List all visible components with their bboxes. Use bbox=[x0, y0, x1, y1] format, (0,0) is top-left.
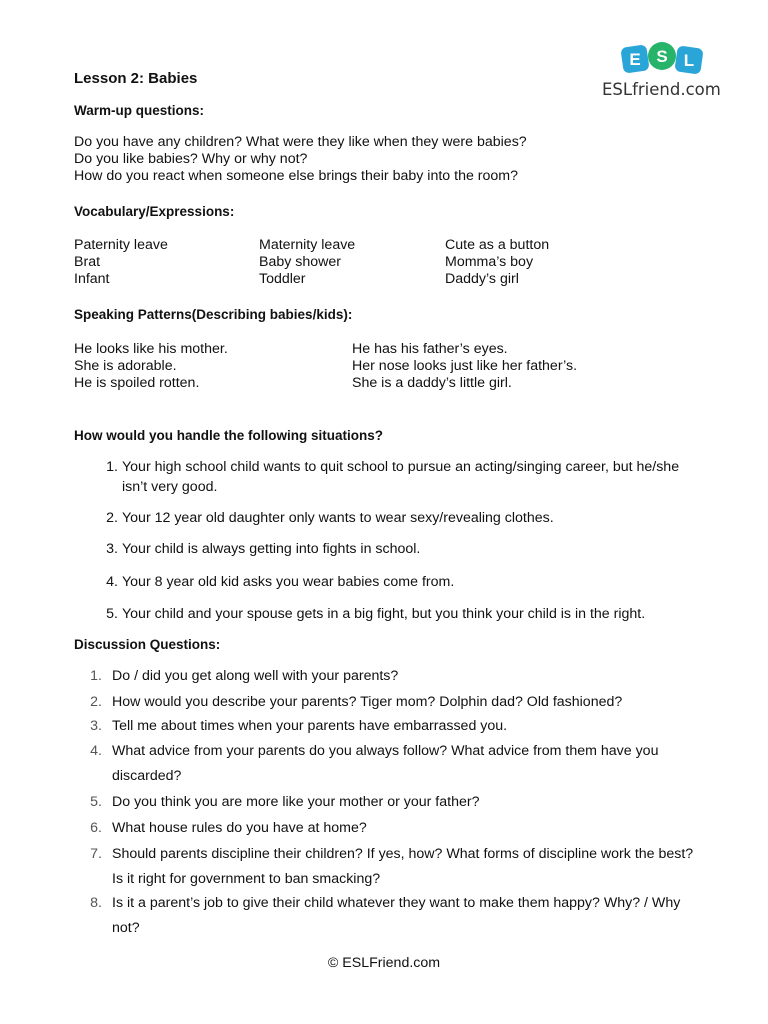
pattern-sentence: She is a daddy’s little girl. bbox=[352, 375, 512, 391]
discussion-text: Tell me about times when your parents have embarrassed you. bbox=[112, 718, 508, 734]
discussion-text: What house rules do you have at home? bbox=[112, 820, 367, 836]
item-number: 4. bbox=[90, 743, 102, 759]
discussion-text: Do you think you are more like your mother or your father? bbox=[112, 794, 480, 810]
item-number: 1. bbox=[106, 459, 118, 475]
discussion-text: Do / did you get along well with your parents? bbox=[112, 668, 399, 684]
vocab-term: Baby shower bbox=[259, 254, 342, 270]
item-number: 5. bbox=[106, 606, 118, 622]
item-number: 7. bbox=[90, 846, 102, 862]
pattern-sentence: He is spoiled rotten. bbox=[74, 375, 200, 391]
situation-text: Your child and your spouse gets in a big fight, but you think your child is in the right. bbox=[122, 606, 646, 622]
patterns-heading: Speaking Patterns(Describing babies/kids): bbox=[74, 307, 353, 322]
vocab-term: Paternity leave bbox=[74, 237, 168, 253]
vocab-term: Brat bbox=[74, 254, 101, 270]
situation-text: Your child is always getting into fights in school. bbox=[122, 541, 421, 557]
item-number: 2. bbox=[106, 510, 118, 526]
item-number: 2. bbox=[90, 694, 102, 710]
pattern-sentence: Her nose looks just like her father’s. bbox=[352, 358, 578, 374]
item-number: 3. bbox=[90, 718, 102, 734]
warmup-line: Do you have any children? What were they like when they were babies? bbox=[74, 134, 527, 150]
logo-bubble-e bbox=[620, 44, 649, 73]
warmup-line: How do you react when someone else brings their baby into the room? bbox=[74, 168, 519, 184]
item-number: 4. bbox=[106, 574, 118, 590]
situations-heading: How would you handle the following situations? bbox=[74, 428, 383, 443]
discussion-text: How would you describe your parents? Tiger mom? Dolphin dad? Old fashioned? bbox=[112, 694, 623, 710]
discussion-text: Is it a parent’s job to give their child whatever they want to make them happy? Why? / Why not? bbox=[112, 895, 681, 936]
warmup-heading: Warm-up questions: bbox=[74, 103, 204, 118]
item-number: 1. bbox=[90, 668, 102, 684]
vocab-term: Daddy’s girl bbox=[445, 271, 519, 287]
item-number: 5. bbox=[90, 794, 102, 810]
svg-text:L: L bbox=[683, 51, 695, 70]
logo-site-name: ESLfriend.com bbox=[602, 80, 721, 99]
vocab-term: Maternity leave bbox=[259, 237, 356, 253]
pattern-sentence: He has his father’s eyes. bbox=[352, 341, 508, 357]
svg-text:S: S bbox=[656, 47, 668, 66]
discussion-text: What advice from your parents do you always follow? What advice from them have you discarded? bbox=[112, 743, 659, 784]
logo-bubble-l bbox=[674, 45, 703, 74]
item-number: 3. bbox=[106, 541, 118, 557]
vocab-term: Cute as a button bbox=[445, 237, 550, 253]
situation-text: Your 8 year old kid asks you wear babies come from. bbox=[122, 574, 455, 590]
lesson-title: Lesson 2: Babies bbox=[74, 70, 198, 87]
item-number: 8. bbox=[90, 895, 102, 911]
situation-text: Your 12 year old daughter only wants to wear sexy/revealing clothes. bbox=[122, 510, 554, 526]
vocab-term: Infant bbox=[74, 271, 110, 287]
warmup-line: Do you like babies? Why or why not? bbox=[74, 151, 308, 167]
logo-bubble-s bbox=[648, 42, 676, 70]
discussion-heading: Discussion Questions: bbox=[74, 637, 221, 652]
discussion-text: Should parents discipline their children? If yes, how? What forms of discipline work the best? Is it right for government to ban smacking? bbox=[112, 846, 694, 887]
pattern-sentence: He looks like his mother. bbox=[74, 341, 228, 357]
svg-text:E: E bbox=[629, 50, 641, 69]
footer-copyright: © ESLFriend.com bbox=[327, 955, 441, 971]
situation-text: Your high school child wants to quit school to pursue an acting/singing career, but he/she isn’t very good. bbox=[122, 459, 680, 495]
vocab-heading: Vocabulary/Expressions: bbox=[74, 204, 235, 219]
vocab-term: Momma’s boy bbox=[445, 254, 534, 270]
vocab-term: Toddler bbox=[259, 271, 306, 287]
pattern-sentence: She is adorable. bbox=[74, 358, 177, 374]
item-number: 6. bbox=[90, 820, 102, 836]
